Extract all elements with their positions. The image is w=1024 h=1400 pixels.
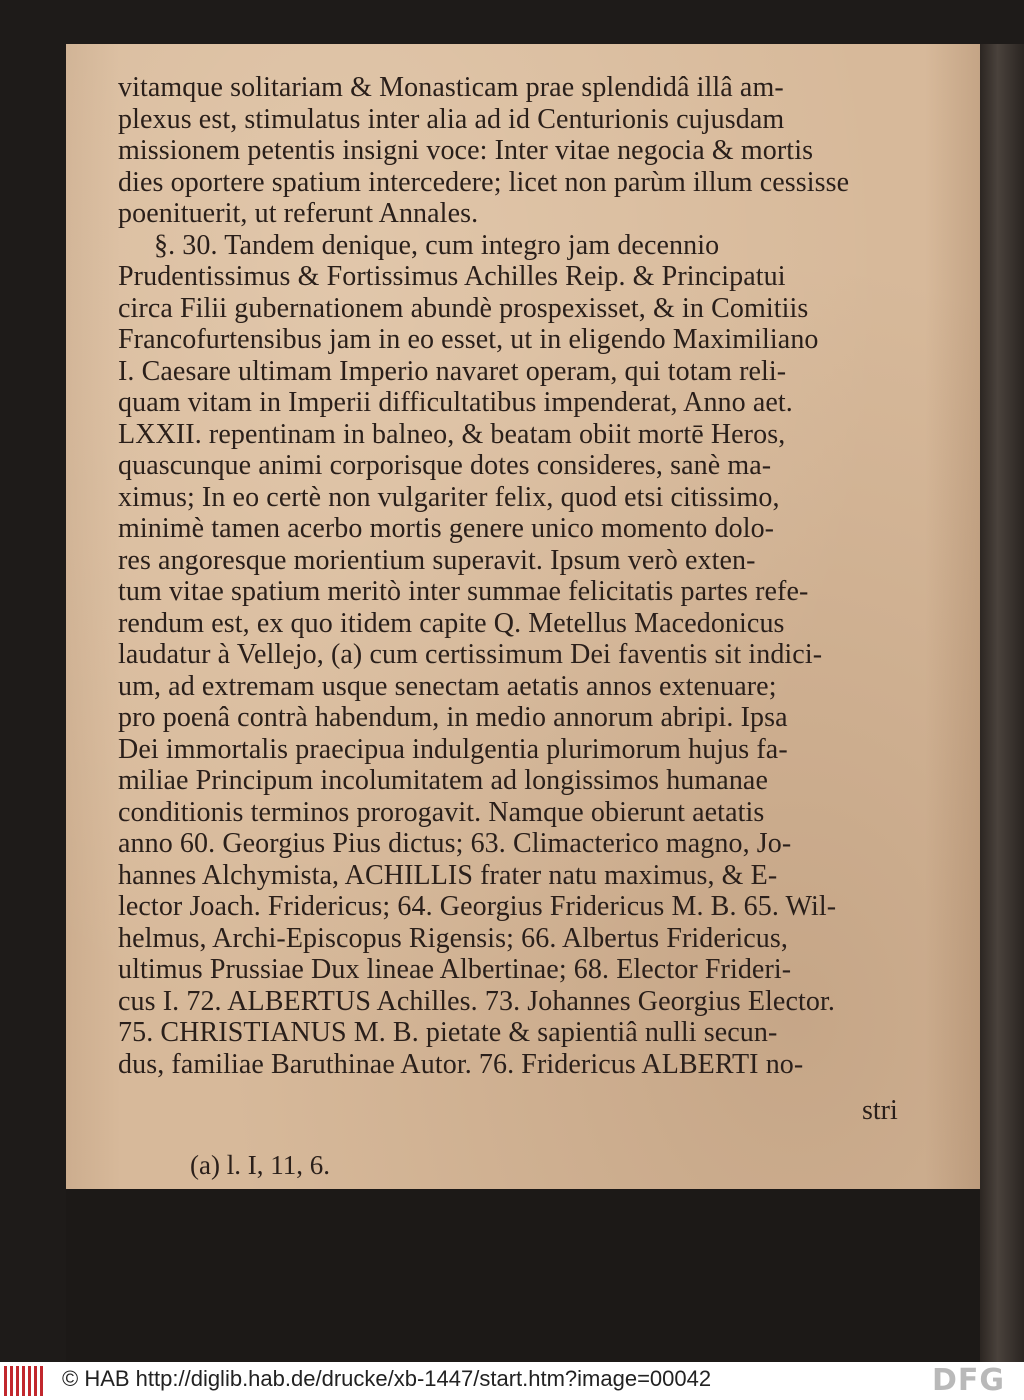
text-line: 75. CHRISTIANUS M. B. pietate & sapientiâ nulli secun- bbox=[118, 1017, 778, 1048]
body-text bbox=[118, 72, 918, 1080]
text-line: poenituerit, ut referunt Annales. bbox=[118, 198, 479, 229]
text-line: Francofurtensibus jam in eo esset, ut in eligendo Maximiliano bbox=[118, 324, 819, 355]
text-line: minimè tamen acerbo mortis genere unico momento dolo- bbox=[118, 513, 775, 544]
text-line: lector Joach. Fridericus; 64. Georgius Fridericus M. B. 65. Wil- bbox=[118, 891, 837, 922]
text-line: res angoresque morientium superavit. Ipsum verò exten- bbox=[118, 544, 756, 576]
text-line: Prudentissimus & Fortissimus Achilles Reip. & Principatui bbox=[118, 261, 786, 292]
text-line: miliae Principum incolumitatem ad longissimos humanae bbox=[118, 765, 768, 796]
paragraph-start: §. 30. Tandem denique, cum integro jam decennio bbox=[154, 229, 720, 261]
text-line: LXXII. repentinam in balneo, & beatam obiit mortē Heros, bbox=[118, 418, 786, 450]
text-line: vitamque solitariam & Monasticam prae splendidâ illâ am- bbox=[118, 72, 784, 103]
text-line: missionem petentis insigni voce: Inter vitae negocia & mortis bbox=[118, 135, 814, 166]
text-line: quam vitam in Imperii difficultatibus impenderat, Anno aet. bbox=[118, 387, 793, 418]
dfg-logo: DFG bbox=[932, 1363, 1006, 1398]
text-line: rendum est, ex quo itidem capite Q. Metellus Macedonicus bbox=[118, 607, 785, 639]
footer-credit-link[interactable]: © HAB http://diglib.hab.de/drucke/xb-1447/start.htm?image=00042 bbox=[62, 1366, 712, 1391]
barcode-icon bbox=[4, 1366, 44, 1396]
text-line: conditionis terminos prorogavit. Namque obierunt aetatis bbox=[118, 796, 765, 828]
text-line: tum vitae spatium meritò inter summae felicitatis partes refe- bbox=[118, 576, 809, 607]
text-line: I. Caesare ultimam Imperio navaret operam, qui totam reli- bbox=[118, 355, 787, 387]
text-line: anno 60. Georgius Pius dictus; 63. Climacterico magno, Jo- bbox=[118, 828, 792, 859]
text-line: ximus; In eo certè non vulgariter felix, quod etsi citissimo, bbox=[118, 481, 780, 513]
text-line: quascunque animi corporisque dotes consideres, sanè ma- bbox=[118, 450, 772, 481]
text-line: dies oportere spatium intercedere; licet non parùm illum cessisse bbox=[118, 166, 850, 198]
text-line: plexus est, stimulatus inter alia ad id Centurionis cujusdam bbox=[118, 103, 785, 135]
footnote: (a) l. I, 11, 6. bbox=[190, 1150, 330, 1180]
text-line: pro poenâ contrà habendum, in medio annorum abripi. Ipsa bbox=[118, 702, 788, 733]
text-line: dus, familiae Baruthinae Autor. 76. Fridericus ALBERTI no- bbox=[118, 1048, 804, 1080]
scan-margin bbox=[66, 1189, 980, 1362]
text-line: helmus, Archi-Episcopus Rigensis; 66. Albertus Fridericus, bbox=[118, 922, 788, 954]
book-gutter bbox=[980, 44, 1024, 1362]
text-line: um, ad extremam usque senectam aetatis annos extenuare; bbox=[118, 670, 777, 702]
text-line: cus I. 72. ALBERTUS Achilles. 73. Johannes Georgius Elector. bbox=[118, 985, 835, 1017]
text-line: Dei immortalis praecipua indulgentia plurimorum hujus fa- bbox=[118, 733, 788, 765]
text-line: circa Filii gubernationem abundè prospexisset, & in Comitiis bbox=[118, 292, 809, 324]
text-line: laudatur à Vellejo, (a) cum certissimum Dei faventis sit indici- bbox=[118, 639, 823, 670]
text-line: hannes Alchymista, ACHILLIS frater natu maximus, & E- bbox=[118, 859, 778, 891]
catchword: stri bbox=[862, 1095, 898, 1126]
text-line: ultimus Prussiae Dux lineae Albertinae; 68. Elector Frideri- bbox=[118, 954, 792, 985]
